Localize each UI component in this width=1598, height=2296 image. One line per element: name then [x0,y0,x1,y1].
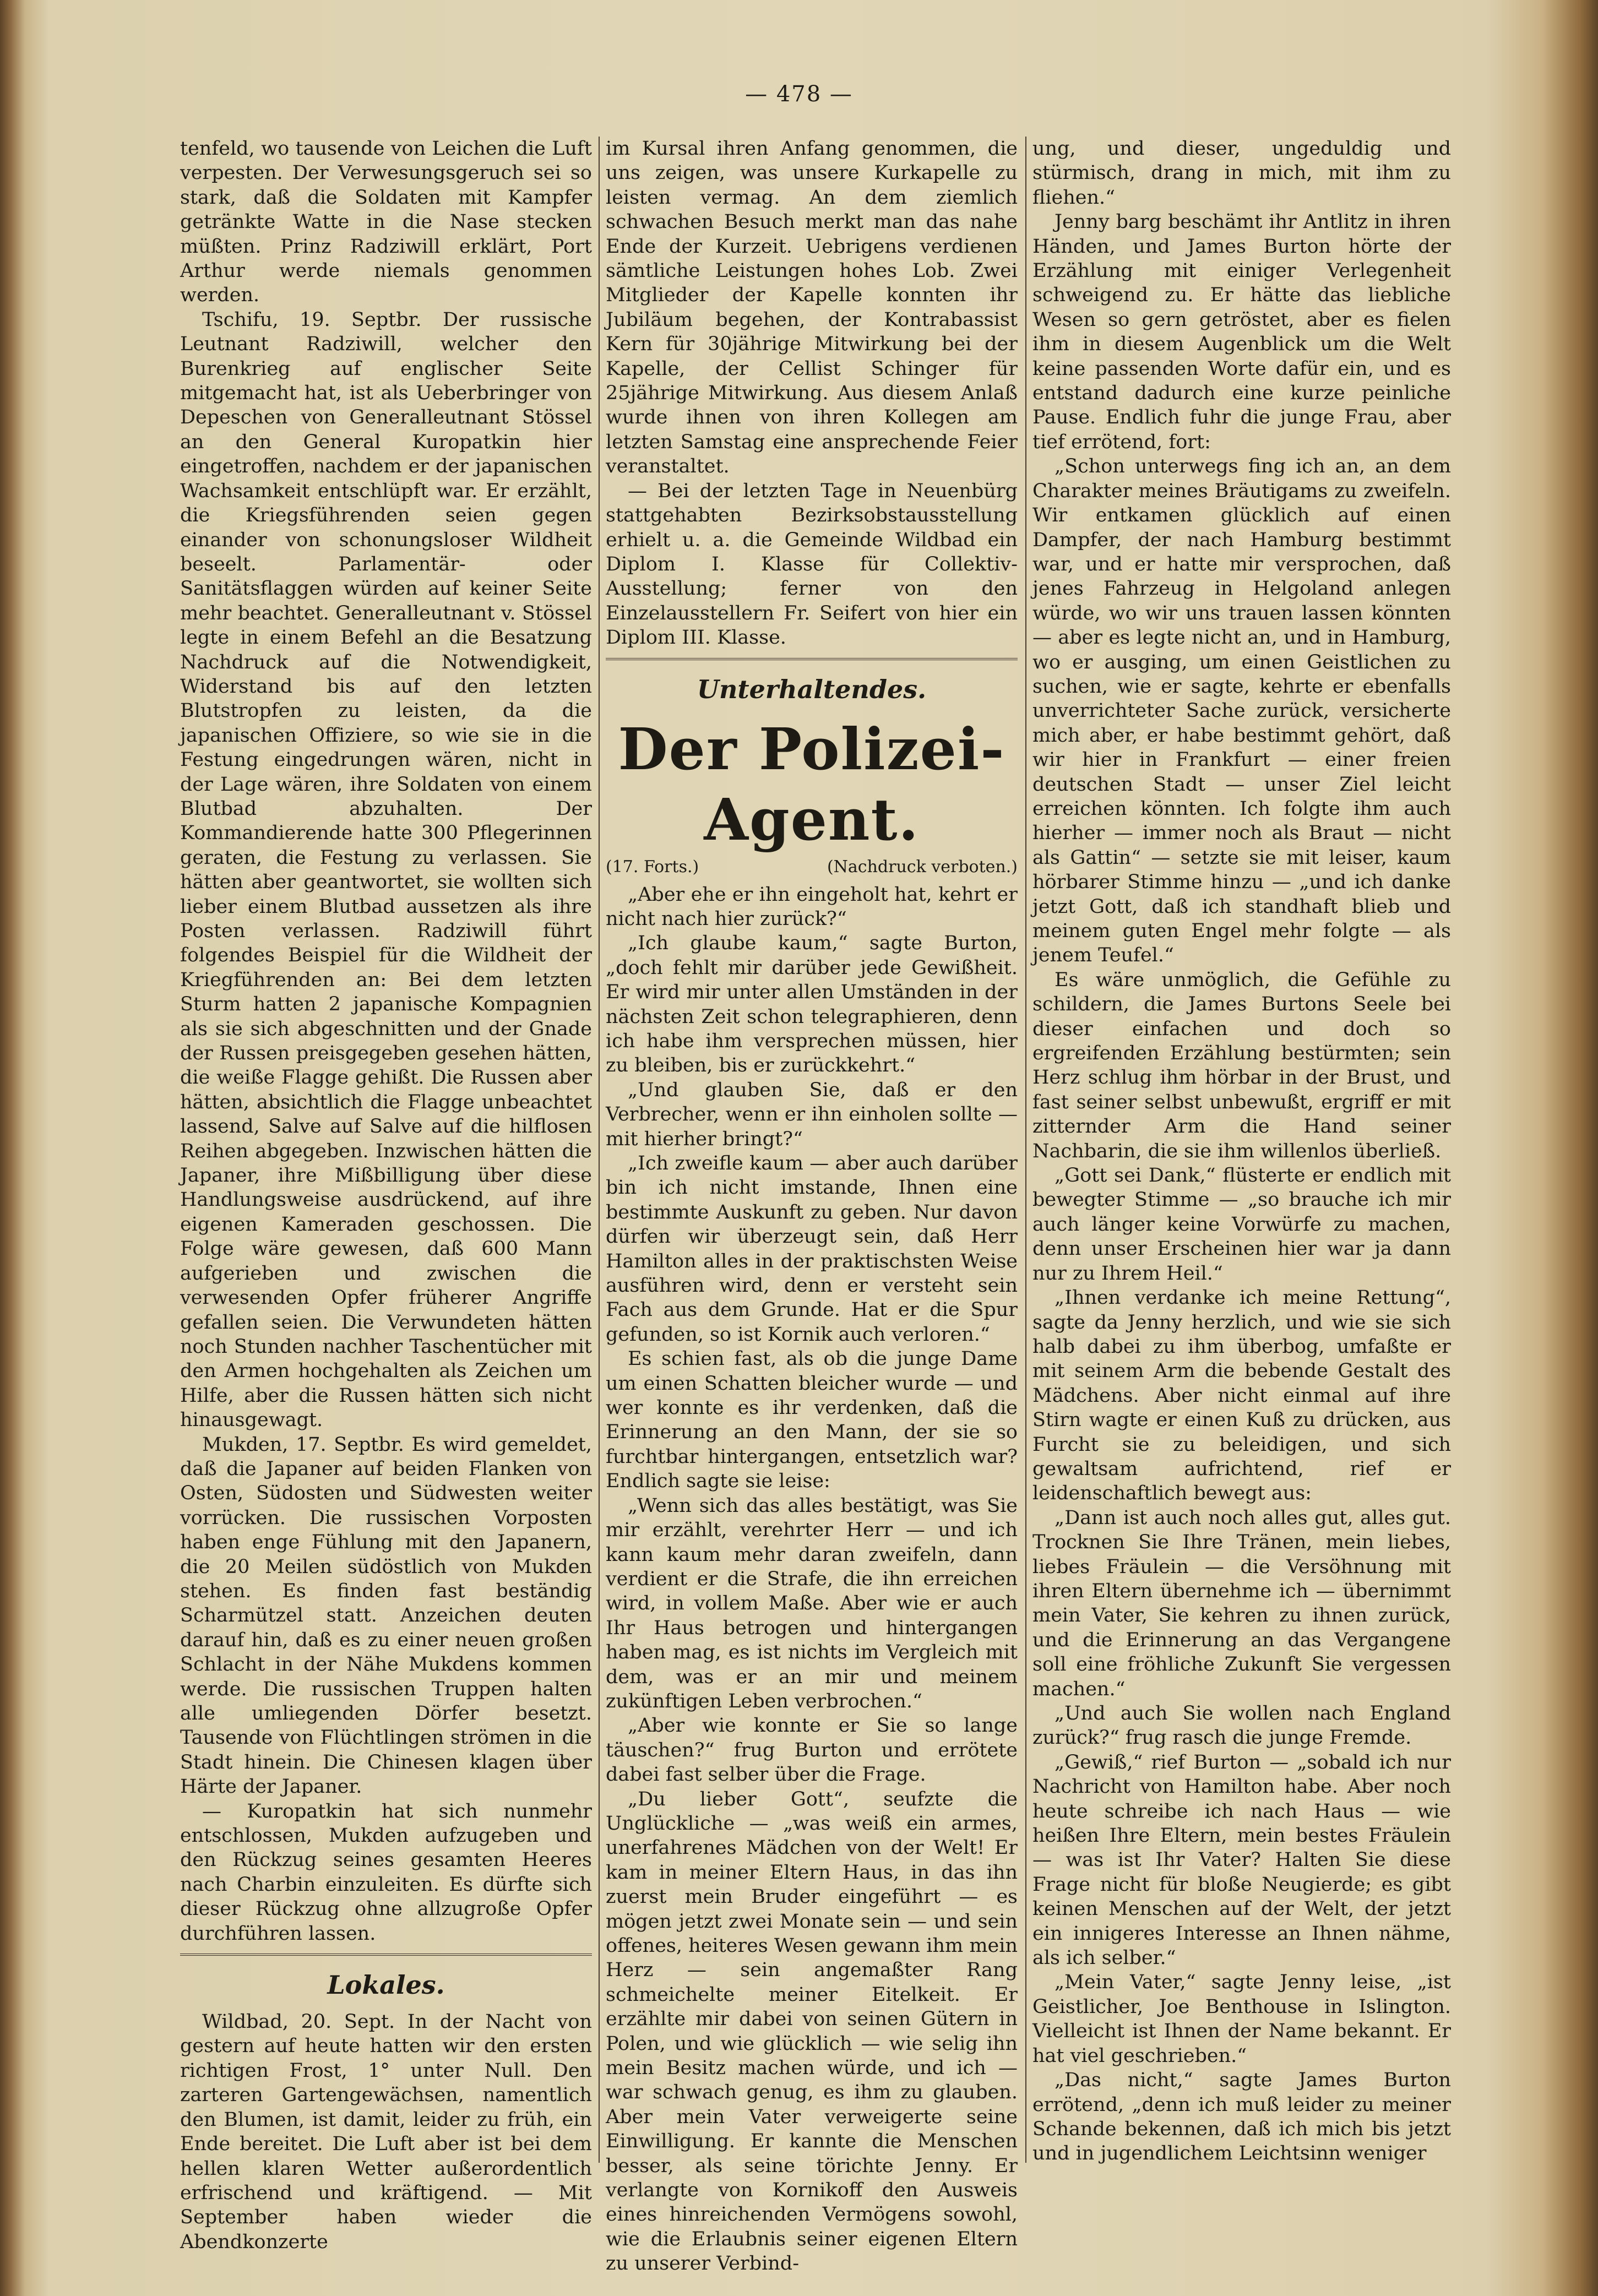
story-title: Der Polizei-Agent. [618,715,1005,853]
lokales-paragraph: Wildbad, 20. Sept. In der Nacht von gestern auf heute hatten wir den ersten richtigen Frost, 1° unter Null. Den zarteren Gartengewächsen, namentlich den Blumen, ist damit, leider zu früh, ein Ende bereitet. Die Luft aber ist bei dem hellen klaren Wetter außerordentlich erfrischend und kräftigend. — Mit September haben wieder die Abendkonzerte [180,2011,592,2253]
story-paragraph: „Mein Vater,“ sagte Jenny leise, „ist Geistlicher, Joe Benthouse in Islington. Vielleicht ist Ihnen der Name bekannt. Er hat viel geschrieben.“ [1032,1971,1451,2067]
section-divider [606,658,1018,660]
column-2 [606,137,1018,2275]
story-paragraph: „Gott sei Dank,“ flüsterte er endlich mit bewegter Stimme — „so brauche ich mir auch länger keine Vorwürfe zu machen, denn unser Erscheinen hier war ja dann nur zu Ihrem Heil.“ [1032,1165,1451,1285]
story-paragraph: ung, und dieser, ungeduldig und stürmisch, drang in mich, mit ihm zu fliehen.“ [1032,138,1451,209]
story-paragraph: „Ich zweifle kaum — aber auch darüber bin ich nicht imstande, Ihnen eine bestimmte Auskunft zu geben. Nur davon dürfen wir überzeugt sein, daß Herr Hamilton alles in der praktischsten Weise ausführen wird, denn er versteht sein Fach aus dem Grunde. Hat er die Spur gefunden, so ist Kornik auch verloren.“ [606,1152,1018,1346]
lokales-heading: Lokales. [327,1970,445,2000]
story-paragraph: „Aber wie konnte er Sie so lange täuschen?“ frug Burton und errötete dabei fast selber über die Frage. [606,1715,1018,1786]
story-paragraph: Es schien fast, als ob die junge Dame um einen Schatten bleicher wurde — und wer konnte es ihr verdenken, daß die Erinnerung an den Mann, der sie so furchtbar hintergangen, entsetzlich war? Endlich sagte sie leise: [606,1348,1018,1493]
story-paragraph: „Aber ehe er ihn eingeholt hat, kehrt er nicht nach hier zurück?“ [606,883,1018,930]
story-paragraph: „Gewiß,“ rief Burton — „sobald ich nur Nachricht von Hamilton habe. Aber noch heute schreibe ich nach Haus — wie heißen Ihre Eltern, mein bestes Fräulein — was ist Ihr Vater? Halten Sie diese Frage nicht für bloße Neugierde; es gibt keinen Menschen auf der Welt, der jetzt ein innigeres Interesse an Ihnen nähme, als ich selber.“ [1032,1751,1451,1969]
story-paragraph: „Und glauben Sie, daß er den Verbrecher, wenn er ihn einholen sollte — mit hierher bringt?“ [606,1079,1018,1150]
column-1 [180,137,592,2253]
news-paragraph: im Kursal ihren Anfang genommen, die uns zeigen, was unsere Kurkapelle zu leisten vermag. An dem ziemlich schwachen Besuch merkt man das nahe Ende der Kurzeit. Uebrigens verdienen sämtliche Leistungen hohes Lob. Zwei Mitglieder der Kapelle konnten ihr Jubiläum begehen, der Kontrabassist Kern für 30jährige Mitwirkung bei der Kapelle, der Cellist Schinger für 25jährige Mitwirkung. Aus diesem Anlaß wurde ihnen von ihren Kollegen am letzten Samstag eine ansprechende Feier veranstaltet. [606,138,1018,478]
story-paragraph: „Schon unterwegs fing ich an, an dem Charakter meines Bräutigams zu zweifeln. Wir entkamen glücklich auf einen Dampfer, der nach Hamburg bestimmt war, und er hatte mir versprochen, daß jenes Fahrzeug in Helgoland anlegen würde, wo wir uns trauen lassen könnten — aber es legte nicht an, und in Hamburg, wo er ausging, um einen Geistlichen zu suchen, wie er sagte, kehrte er ebenfalls unverrichteter Sache zurück, versicherte mich aber, er habe bestimmt gehört, daß wir hier in Frankfurt — einer freien deutschen Stadt — unser Ziel leicht erreichen könnten. Ich folgte ihm auch hierher — immer noch als Braut — nicht als Gattin“ — setzte sie mit leiser, kaum hörbarer Stimme hinzu — „und ich danke jetzt Gott, daß ich standhaft blieb und meinem guten Engel mehr folgte — als jenem Teufel.“ [1032,455,1451,967]
page-number: — 478 — [745,81,853,107]
news-paragraph: Mukden, 17. Septbr. Es wird gemeldet, daß die Japaner auf beiden Flanken von Osten, Südosten und Südwesten weiter vorrücken. Die russischen Vorposten haben enge Fühlung mit den Japanern, die 20 Meilen südöstlich von Mukden stehen. Es finden fast beständig Scharmützel statt. Anzeichen deuten darauf hin, daß es zu einer neuen großen Schlacht in der Nähe Mukdens kommen werde. Die russischen Truppen halten alle umliegenden Dörfer besetzt. Tausende von Flüchtlingen strömen in die Stadt hinein. Die Chinesen klagen über Härte der Japaner. [180,1433,592,1798]
news-paragraph: tenfeld, wo tausende von Leichen die Luft verpesten. Der Verwesungsgeruch sei so stark, daß die Soldaten mit Kampfer getränkte Watte in die Nase stecken müßten. Prinz Radziwill erklärt, Port Arthur werde niemals genommen werden. [180,138,592,307]
story-paragraph: „Das nicht,“ sagte James Burton errötend, „denn ich muß leider zu meiner Schande bekennen, daß ich mich bis jetzt und in jugendlichem Leichtsinn weniger [1032,2069,1451,2165]
story-paragraph: „Ich glaube kaum,“ sagte Burton, „doch fehlt mir darüber jede Gewißheit. Er wird mir unter allen Umständen in der nächsten Zeit schon telegraphieren, denn ich habe ihm versprechen müssen, hier zu bleiben, bis er zurückkehrt.“ [606,932,1018,1077]
fortsetzung-note: (17. Forts.) [606,857,699,877]
story-paragraph: „Dann ist auch noch alles gut, alles gut. Trocknen Sie Ihre Tränen, mein liebes, liebes Fräulein — die Versöhnung mit ihren Eltern übernehme ich — übernimmt mein Vater, Sie kehren zu ihnen zurück, und die Erinnerung an das Vergangene soll eine fröhliche Zukunft Sie vergessen machen.“ [1032,1506,1451,1700]
column-rule-2 [1025,137,1026,2163]
nachdruck-note: (Nachdruck verboten.) [827,857,1018,877]
news-paragraph: — Bei der letzten Tage in Neuenbürg stattgehabten Bezirksobstausstellung erhielt u. a. die Gemeinde Wildbad ein Diplom I. Klasse für Collektiv-Ausstellung; ferner von den Einzelausstellern Fr. Seifert von hier ein Diplom III. Klasse. [606,480,1018,649]
news-paragraph: Tschifu, 19. Septbr. Der russische Leutnant Radziwill, welcher den Burenkrieg auf englischer Seite mitgemacht hat, ist als Ueberbringer von Depeschen von Generalleutnant Stössel an den General Kuropatkin hier eingetroffen, nachdem er der japanischen Wachsamkeit entschlüpft war. Er erzählt, die Kriegsführenden seien gegen einander von schonungsloser Wildheit beseelt. Parlamentär- oder Sanitätsflaggen würden auf keiner Seite mehr beachtet. Generalleutnant v. Stössel legte in einem Befehl an die Besatzung Nachdruck auf die Notwendigkeit, Widerstand bis auf den letzten Blutstropfen zu leisten, da die japanischen Offiziere, so wie sie in die Festung eingedrungen wären, nicht in der Lage wären, ihre Soldaten von einem Blutbad abzuhalten. Der Kommandierende hatte 300 Pflegerinnen geraten, die Festung zu verlassen. Sie hätten aber geantwortet, sie wollten sich lieber einem Blutbad aussetzen als ihre Posten verlassen. Radziwill führt folgendes Beispiel für die Wildheit der Kriegführenden an: Bei dem letzten Sturm hatten 2 japanische Kompagnien als sie sich abgeschnitten und der Gnade der Russen preisgegeben gesehen hätten, die weiße Flagge gehißt. Die Russen aber hätten, absichtlich die Flagge unbeachtet lassend, Salve auf Salve auf die hilflosen Reihen abgegeben. Inzwischen hätten die Japaner, ihre Mißbilligung über diese Handlungsweise ausdrückend, auf ihre eigenen Kameraden geschossen. Die Folge wäre gewesen, daß 600 Mann aufgerieben und zwischen die verwesenden Opfer früherer Angriffe gefallen seien. Die Verwundeten hätten noch Stunden nachher Taschentücher mit den Armen hochgehalten als Zeichen um Hilfe, aber die Russen hätten sich nicht hinausgewagt. [180,308,592,1432]
story-paragraph: „Wenn sich das alles bestätigt, was Sie mir erzählt, verehrter Herr — und ich kann kaum mehr daran zweifeln, dann verdient er die Strafe, die ihn erreichen wird, in vollem Maße. Aber wie er auch Ihr Haus betrogen und hintergangen haben mag, es ist nichts im Vergleich mit dem, was er an mir und meinem zukünftigen Leben verbrochen.“ [606,1494,1018,1712]
story-paragraph: „Und auch Sie wollen nach England zurück?“ frug rasch die junge Fremde. [1032,1702,1451,1749]
story-paragraph: „Du lieber Gott“, seufzte die Unglückliche — „was weiß ein armes, unerfahrenes Mädchen von der Welt! Er kam in meiner Eltern Haus, in das ihn zuerst mein Bruder eingeführt — es mögen jetzt zwei Monate sein — und sein offenes, heiteres Wesen gewann ihm mein Herz — sein angemaßter Rang schmeichelte meiner Eitelkeit. Er erzählte mir dabei von seinen Gütern in Polen, und wie glücklich — wie selig ihn mein Besitz machen würde, und ich — war schwach genug, es ihm zu glauben. Aber mein Vater verweigerte seine Einwilligung. Er kannte die Menschen besser, als seine törichte Jenny. Er verlangte von Kornikoff den Ausweis eines hinreichenden Vermögens sowohl, wie die Erlaubnis seiner eigenen Eltern zu unserer Verbind- [606,1788,1018,2275]
column-3 [1032,137,1451,2165]
story-paragraph: Jenny barg beschämt ihr Antlitz in ihren Händen, und James Burton hörte der Erzählung mit einiger Verlegenheit schweigend zu. Er hätte das liebliche Wesen so gern getröstet, aber es fielen ihm in diesem Augenblick um die Welt keine passenden Worte dafür ein, und es entstand dadurch eine kurze peinliche Pause. Endlich fuhr die junge Frau, aber tief errötend, fort: [1032,211,1451,453]
column-rule-1 [599,137,600,2163]
story-paragraph: „Ihnen verdanke ich meine Rettung“, sagte da Jenny herzlich, und wie sie sich halb dabei zu ihm überbog, umfaßte er mit seinem Arm die bebende Gestalt des Mädchens. Aber nicht einmal auf ihre Stirn wagte er einen Kuß zu drücken, aus Furcht sie zu beleidigen, und sich gewaltsam aufrichtend, rief er leidenschaftlich bewegt aus: [1032,1287,1451,1505]
news-paragraph: — Kuropatkin hat sich nunmehr entschlossen, Mukden aufzugeben und den Rückzug seines gesamten Heeres nach Charbin einzuleiten. Es dürfte sich dieser Rückzug ohne allzugroße Opfer durchführen lassen. [180,1800,592,1945]
section-heading: Unterhaltendes. [697,674,927,704]
story-paragraph: Es wäre unmöglich, die Gefühle zu schildern, die James Burtons Seele bei dieser einfachen und doch so ergreifenden Erzählung bestürmten; sein Herz schlug ihm hörbar in der Brust, und fast seiner selbst unbewußt, ergriff er mit zitternder Arm die Hand seiner Nachbarin, die sie ihm willenlos überließ. [1032,969,1451,1162]
story-meta [606,855,1018,879]
section-divider [180,1954,592,1956]
